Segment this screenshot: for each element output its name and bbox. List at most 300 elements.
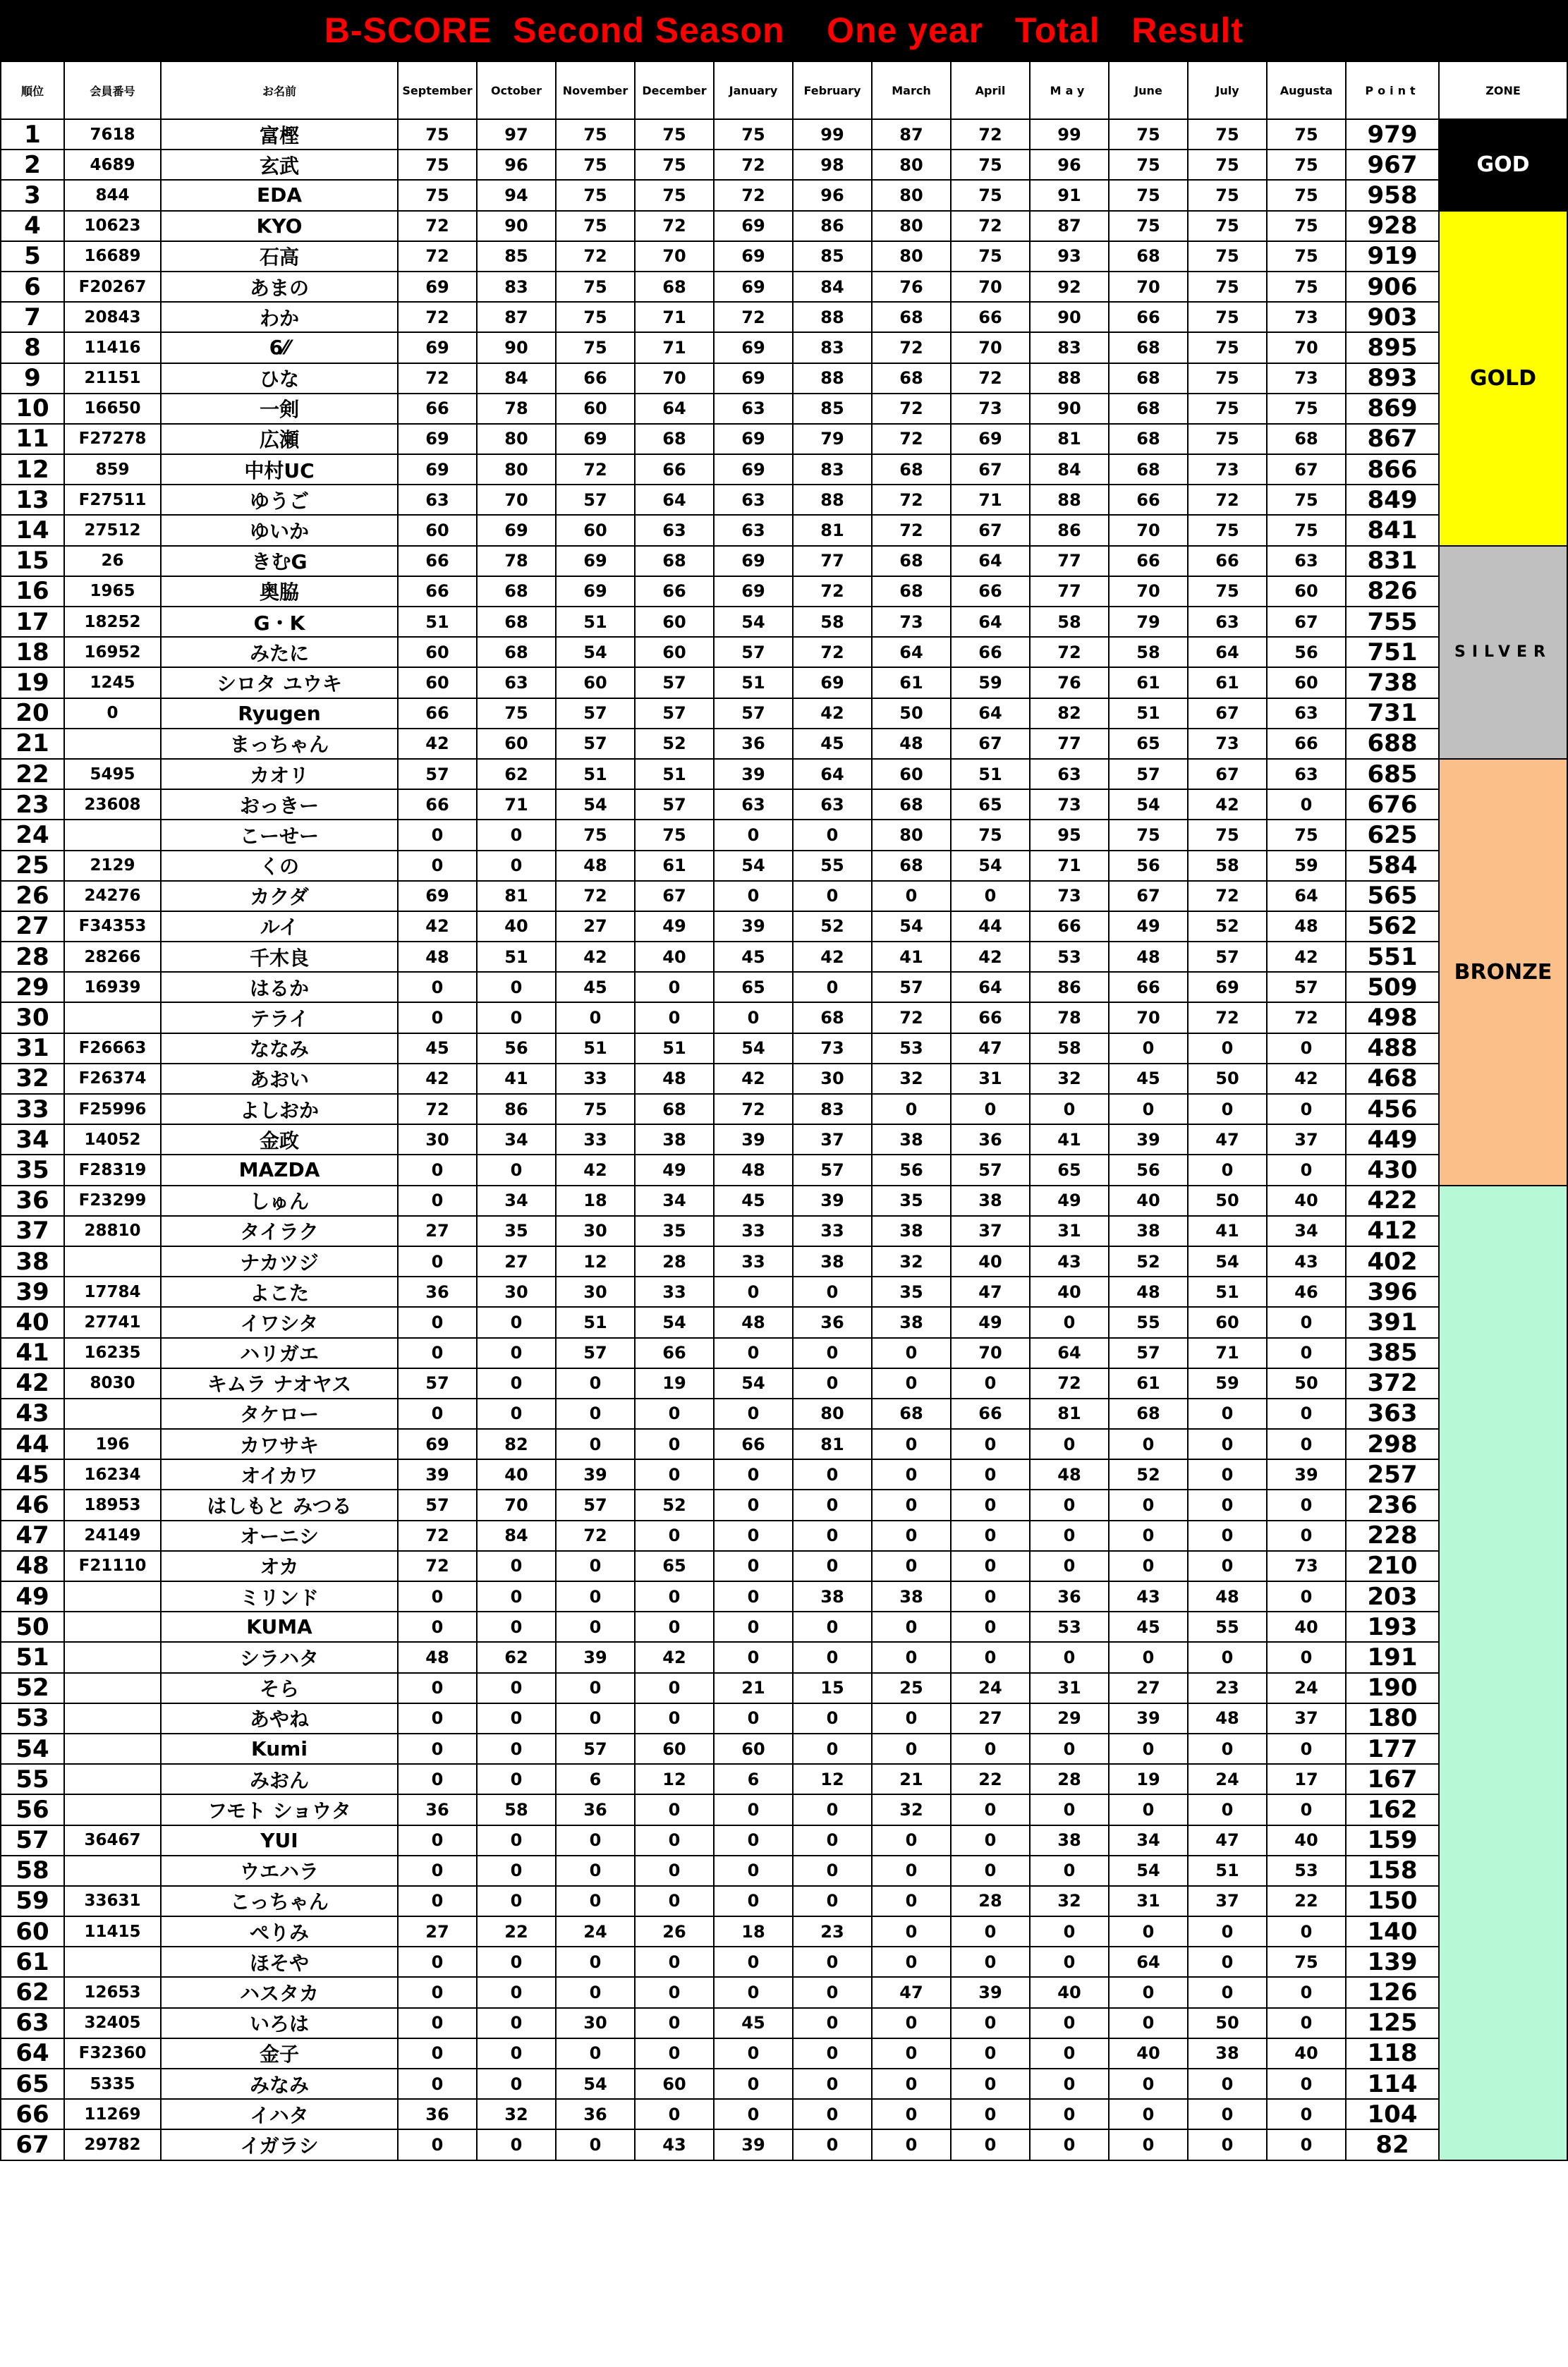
july-cell: 48 (1188, 1703, 1267, 1734)
table-row (1, 1368, 1567, 1399)
rank-cell: 67 (1, 2129, 64, 2160)
june-cell: 79 (1109, 607, 1188, 637)
name-cell: 奥脇 (161, 576, 398, 607)
june-cell: 0 (1109, 2008, 1188, 2038)
december-cell: 0 (635, 1825, 714, 1856)
february-cell: 0 (793, 1642, 872, 1672)
july-cell: 0 (1188, 1094, 1267, 1124)
point-cell: 118 (1346, 2038, 1439, 2069)
table-row (1, 2038, 1567, 2069)
june-cell: 70 (1109, 515, 1188, 545)
point-cell: 177 (1346, 1734, 1439, 1764)
october-cell: 80 (477, 454, 556, 485)
name-cell: ほそや (161, 1947, 398, 1977)
table-row (1, 1277, 1567, 1307)
february-cell: 57 (793, 1155, 872, 1185)
july-cell: 75 (1188, 211, 1267, 241)
member-no-cell: 11415 (64, 1916, 161, 1947)
table-row (1, 1216, 1567, 1246)
name-cell: みおん (161, 1764, 398, 1794)
november-cell: 75 (556, 1094, 635, 1124)
september-cell: 0 (398, 1825, 477, 1856)
member-no-cell (64, 1642, 161, 1672)
march-cell: 0 (872, 1886, 951, 1916)
january-cell: 72 (714, 1094, 793, 1124)
april-cell: 0 (951, 1916, 1030, 1947)
augusta-cell: 75 (1267, 515, 1346, 545)
header-march: March (872, 61, 951, 119)
rank-cell: 23 (1, 789, 64, 820)
june-cell: 0 (1109, 1033, 1188, 1064)
december-cell: 0 (635, 1703, 714, 1734)
rank-cell: 34 (1, 1124, 64, 1155)
table-row (1, 607, 1567, 637)
point-cell: 385 (1346, 1338, 1439, 1368)
march-cell: 25 (872, 1673, 951, 1703)
march-cell: 0 (872, 1612, 951, 1642)
rank-cell: 13 (1, 485, 64, 515)
january-cell: 0 (714, 820, 793, 850)
october-cell: 86 (477, 1094, 556, 1124)
member-no-cell: 5335 (64, 2069, 161, 2099)
november-cell: 57 (556, 1734, 635, 1764)
september-cell: 69 (398, 332, 477, 363)
april-cell: 22 (951, 1764, 1030, 1794)
table-row (1, 515, 1567, 545)
september-cell: 72 (398, 1551, 477, 1581)
point-cell: 363 (1346, 1399, 1439, 1429)
member-no-cell (64, 1612, 161, 1642)
october-cell: 68 (477, 576, 556, 607)
october-cell: 0 (477, 2129, 556, 2160)
point-cell: 193 (1346, 1612, 1439, 1642)
september-cell: 39 (398, 1459, 477, 1490)
rank-cell: 49 (1, 1581, 64, 1612)
december-cell: 0 (635, 1521, 714, 1551)
july-cell: 51 (1188, 1856, 1267, 1886)
july-cell: 67 (1188, 759, 1267, 789)
november-cell: 0 (556, 1612, 635, 1642)
june-cell: 0 (1109, 1094, 1188, 1124)
name-cell: イガラシ (161, 2129, 398, 2160)
table-row (1, 1794, 1567, 1825)
may-cell: 0 (1030, 2099, 1109, 2129)
name-cell: あおい (161, 1064, 398, 1094)
february-cell: 0 (793, 2099, 872, 2129)
table-row (1, 1734, 1567, 1764)
member-no-cell: 33631 (64, 1886, 161, 1916)
september-cell: 0 (398, 1581, 477, 1612)
october-cell: 0 (477, 1734, 556, 1764)
december-cell: 60 (635, 2069, 714, 2099)
member-no-cell: 24276 (64, 881, 161, 911)
december-cell: 71 (635, 302, 714, 332)
october-cell: 0 (477, 1338, 556, 1368)
point-cell: 430 (1346, 1155, 1439, 1185)
name-cell: 金政 (161, 1124, 398, 1155)
april-cell: 0 (951, 1521, 1030, 1551)
rank-cell: 16 (1, 576, 64, 607)
name-cell: ゆうご (161, 485, 398, 515)
november-cell: 54 (556, 637, 635, 667)
may-cell: 0 (1030, 1916, 1109, 1947)
july-cell: 57 (1188, 942, 1267, 972)
july-cell: 75 (1188, 119, 1267, 150)
may-cell: 0 (1030, 1642, 1109, 1672)
april-cell: 44 (951, 911, 1030, 942)
table-row (1, 1551, 1567, 1581)
may-cell: 87 (1030, 211, 1109, 241)
march-cell: 0 (872, 1368, 951, 1399)
january-cell: 0 (714, 1551, 793, 1581)
point-cell: 228 (1346, 1521, 1439, 1551)
rank-cell: 22 (1, 759, 64, 789)
september-cell: 0 (398, 1246, 477, 1277)
february-cell: 0 (793, 1277, 872, 1307)
name-cell: 広瀬 (161, 424, 398, 454)
july-cell: 37 (1188, 1886, 1267, 1916)
december-cell: 51 (635, 759, 714, 789)
january-cell: 0 (714, 1490, 793, 1520)
march-cell: 56 (872, 1155, 951, 1185)
october-cell: 0 (477, 1307, 556, 1337)
rank-cell: 48 (1, 1551, 64, 1581)
july-cell: 60 (1188, 1307, 1267, 1337)
november-cell: 66 (556, 363, 635, 394)
march-cell: 68 (872, 576, 951, 607)
july-cell: 75 (1188, 820, 1267, 850)
september-cell: 72 (398, 241, 477, 272)
july-cell: 0 (1188, 2069, 1267, 2099)
rank-cell: 7 (1, 302, 64, 332)
rank-cell: 65 (1, 2069, 64, 2099)
february-cell: 12 (793, 1764, 872, 1794)
april-cell: 64 (951, 607, 1030, 637)
june-cell: 0 (1109, 1794, 1188, 1825)
november-cell: 36 (556, 2099, 635, 2129)
january-cell: 0 (714, 1338, 793, 1368)
march-cell: 0 (872, 1916, 951, 1947)
may-cell: 58 (1030, 607, 1109, 637)
member-no-cell: 16952 (64, 637, 161, 667)
table-row (1, 241, 1567, 272)
may-cell: 82 (1030, 698, 1109, 729)
augusta-cell: 0 (1267, 1307, 1346, 1337)
april-cell: 67 (951, 515, 1030, 545)
member-no-cell (64, 1703, 161, 1734)
november-cell: 54 (556, 2069, 635, 2099)
augusta-cell: 68 (1267, 424, 1346, 454)
name-cell: キムラ ナオヤス (161, 1368, 398, 1399)
february-cell: 86 (793, 211, 872, 241)
february-cell: 55 (793, 851, 872, 881)
july-cell: 75 (1188, 576, 1267, 607)
point-cell: 919 (1346, 241, 1439, 272)
march-cell: 0 (872, 1734, 951, 1764)
december-cell: 57 (635, 698, 714, 729)
december-cell: 0 (635, 1673, 714, 1703)
december-cell: 64 (635, 485, 714, 515)
june-cell: 0 (1109, 1490, 1188, 1520)
april-cell: 66 (951, 637, 1030, 667)
november-cell: 0 (556, 1551, 635, 1581)
rank-cell: 11 (1, 424, 64, 454)
point-cell: 190 (1346, 1673, 1439, 1703)
may-cell: 96 (1030, 150, 1109, 180)
march-cell: 0 (872, 1521, 951, 1551)
april-cell: 27 (951, 1703, 1030, 1734)
may-cell: 83 (1030, 332, 1109, 363)
april-cell: 51 (951, 759, 1030, 789)
december-cell: 49 (635, 911, 714, 942)
point-cell: 867 (1346, 424, 1439, 454)
member-no-cell: 1965 (64, 576, 161, 607)
december-cell: 0 (635, 1794, 714, 1825)
april-cell: 36 (951, 1124, 1030, 1155)
point-cell: 688 (1346, 729, 1439, 759)
march-cell: 64 (872, 637, 951, 667)
point-cell: 906 (1346, 272, 1439, 302)
name-cell: フモト ショウタ (161, 1794, 398, 1825)
may-cell: 31 (1030, 1673, 1109, 1703)
augusta-cell: 75 (1267, 1947, 1346, 1977)
september-cell: 30 (398, 1124, 477, 1155)
member-no-cell: 18953 (64, 1490, 161, 1520)
july-cell: 51 (1188, 1277, 1267, 1307)
october-cell: 40 (477, 1459, 556, 1490)
rank-cell: 53 (1, 1703, 64, 1734)
point-cell: 551 (1346, 942, 1439, 972)
february-cell: 64 (793, 759, 872, 789)
augusta-cell: 67 (1267, 454, 1346, 485)
june-cell: 0 (1109, 2069, 1188, 2099)
augusta-cell: 39 (1267, 1459, 1346, 1490)
october-cell: 71 (477, 789, 556, 820)
november-cell: 39 (556, 1459, 635, 1490)
september-cell: 0 (398, 2038, 477, 2069)
member-no-cell: 21151 (64, 363, 161, 394)
september-cell: 0 (398, 972, 477, 1002)
september-cell: 42 (398, 1064, 477, 1094)
may-cell: 0 (1030, 2008, 1109, 2038)
september-cell: 0 (398, 1886, 477, 1916)
table-row (1, 851, 1567, 881)
february-cell: 99 (793, 119, 872, 150)
may-cell: 64 (1030, 1338, 1109, 1368)
name-cell: こっちゃん (161, 1886, 398, 1916)
july-cell: 75 (1188, 394, 1267, 424)
name-cell: KUMA (161, 1612, 398, 1642)
march-cell: 0 (872, 1551, 951, 1581)
october-cell: 90 (477, 211, 556, 241)
augusta-cell: 0 (1267, 1916, 1346, 1947)
june-cell: 51 (1109, 698, 1188, 729)
augusta-cell: 66 (1267, 729, 1346, 759)
september-cell: 0 (398, 1947, 477, 1977)
member-no-cell: 4689 (64, 150, 161, 180)
january-cell: 45 (714, 2008, 793, 2038)
july-cell: 50 (1188, 2008, 1267, 2038)
february-cell: 0 (793, 820, 872, 850)
point-cell: 210 (1346, 1551, 1439, 1581)
april-cell: 0 (951, 1459, 1030, 1490)
member-no-cell: 16939 (64, 972, 161, 1002)
member-no-cell: 14052 (64, 1124, 161, 1155)
augusta-cell: 0 (1267, 1581, 1346, 1612)
december-cell: 54 (635, 1307, 714, 1337)
header-june: June (1109, 61, 1188, 119)
member-no-cell: 16650 (64, 394, 161, 424)
june-cell: 52 (1109, 1459, 1188, 1490)
january-cell: 0 (714, 1612, 793, 1642)
november-cell: 72 (556, 881, 635, 911)
october-cell: 90 (477, 332, 556, 363)
january-cell: 0 (714, 2099, 793, 2129)
may-cell: 0 (1030, 1521, 1109, 1551)
name-cell: 中村UC (161, 454, 398, 485)
member-no-cell: 24149 (64, 1521, 161, 1551)
name-cell: シラハタ (161, 1642, 398, 1672)
april-cell: 0 (951, 1612, 1030, 1642)
member-no-cell: 196 (64, 1429, 161, 1459)
augusta-cell: 42 (1267, 942, 1346, 972)
point-cell: 140 (1346, 1916, 1439, 1947)
june-cell: 0 (1109, 2129, 1188, 2160)
july-cell: 38 (1188, 2038, 1267, 2069)
june-cell: 70 (1109, 1002, 1188, 1033)
november-cell: 12 (556, 1246, 635, 1277)
july-cell: 55 (1188, 1612, 1267, 1642)
december-cell: 70 (635, 363, 714, 394)
july-cell: 41 (1188, 1216, 1267, 1246)
september-cell: 75 (398, 150, 477, 180)
september-cell: 72 (398, 1094, 477, 1124)
october-cell: 78 (477, 546, 556, 576)
point-cell: 685 (1346, 759, 1439, 789)
may-cell: 58 (1030, 1033, 1109, 1064)
december-cell: 60 (635, 1734, 714, 1764)
june-cell: 45 (1109, 1612, 1188, 1642)
march-cell: 0 (872, 2069, 951, 2099)
february-cell: 0 (793, 1368, 872, 1399)
september-cell: 66 (398, 546, 477, 576)
november-cell: 39 (556, 1642, 635, 1672)
april-cell: 0 (951, 2099, 1030, 2129)
september-cell: 45 (398, 1033, 477, 1064)
may-cell: 53 (1030, 942, 1109, 972)
july-cell: 0 (1188, 2099, 1267, 2129)
march-cell: 0 (872, 1338, 951, 1368)
point-cell: 114 (1346, 2069, 1439, 2099)
may-cell: 36 (1030, 1581, 1109, 1612)
november-cell: 69 (556, 546, 635, 576)
november-cell: 72 (556, 1521, 635, 1551)
december-cell: 61 (635, 851, 714, 881)
july-cell: 0 (1188, 1916, 1267, 1947)
september-cell: 60 (398, 667, 477, 698)
december-cell: 48 (635, 1064, 714, 1094)
zone-bronze: BRONZE (1439, 759, 1567, 1186)
header-member-no: 会員番号 (64, 61, 161, 119)
october-cell: 30 (477, 1277, 556, 1307)
augusta-cell: 24 (1267, 1673, 1346, 1703)
table-row (1, 911, 1567, 942)
october-cell: 68 (477, 607, 556, 637)
augusta-cell: 75 (1267, 211, 1346, 241)
february-cell: 88 (793, 363, 872, 394)
augusta-cell: 56 (1267, 637, 1346, 667)
september-cell: 0 (398, 2129, 477, 2160)
member-no-cell: 11416 (64, 332, 161, 363)
october-cell: 87 (477, 302, 556, 332)
october-cell: 0 (477, 1581, 556, 1612)
october-cell: 97 (477, 119, 556, 150)
may-cell: 0 (1030, 2069, 1109, 2099)
july-cell: 47 (1188, 1825, 1267, 1856)
name-cell: YUI (161, 1825, 398, 1856)
january-cell: 54 (714, 1368, 793, 1399)
member-no-cell: 16234 (64, 1459, 161, 1490)
april-cell: 69 (951, 424, 1030, 454)
rank-cell: 35 (1, 1155, 64, 1185)
table-row (1, 394, 1567, 424)
february-cell: 85 (793, 394, 872, 424)
april-cell: 0 (951, 1794, 1030, 1825)
january-cell: 6 (714, 1764, 793, 1794)
july-cell: 64 (1188, 637, 1267, 667)
point-cell: 180 (1346, 1703, 1439, 1734)
october-cell: 69 (477, 515, 556, 545)
june-cell: 68 (1109, 363, 1188, 394)
member-no-cell: 28266 (64, 942, 161, 972)
augusta-cell: 0 (1267, 1155, 1346, 1185)
december-cell: 0 (635, 1459, 714, 1490)
rank-cell: 25 (1, 851, 64, 881)
november-cell: 54 (556, 789, 635, 820)
march-cell: 38 (872, 1124, 951, 1155)
december-cell: 66 (635, 454, 714, 485)
member-no-cell: 844 (64, 180, 161, 210)
september-cell: 57 (398, 1490, 477, 1520)
may-cell: 86 (1030, 515, 1109, 545)
point-cell: 139 (1346, 1947, 1439, 1977)
november-cell: 75 (556, 150, 635, 180)
march-cell: 35 (872, 1186, 951, 1216)
january-cell: 69 (714, 241, 793, 272)
july-cell: 63 (1188, 607, 1267, 637)
october-cell: 0 (477, 2069, 556, 2099)
september-cell: 0 (398, 1856, 477, 1886)
may-cell: 92 (1030, 272, 1109, 302)
december-cell: 67 (635, 881, 714, 911)
march-cell: 80 (872, 211, 951, 241)
june-cell: 68 (1109, 424, 1188, 454)
march-cell: 0 (872, 1947, 951, 1977)
table-row (1, 820, 1567, 850)
title-bar (0, 0, 1568, 61)
point-cell: 866 (1346, 454, 1439, 485)
january-cell: 0 (714, 1947, 793, 1977)
december-cell: 70 (635, 241, 714, 272)
january-cell: 63 (714, 485, 793, 515)
june-cell: 0 (1109, 1916, 1188, 1947)
november-cell: 60 (556, 667, 635, 698)
october-cell: 0 (477, 2038, 556, 2069)
may-cell: 63 (1030, 759, 1109, 789)
october-cell: 0 (477, 1551, 556, 1581)
member-no-cell: 17784 (64, 1277, 161, 1307)
october-cell: 75 (477, 698, 556, 729)
